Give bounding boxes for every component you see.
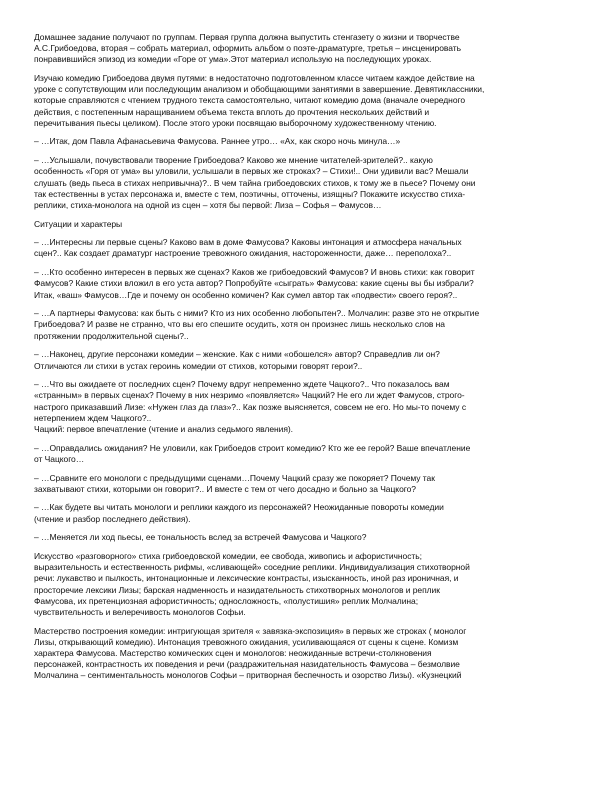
paragraph-verse-art: Искусство «разговорного» стиха грибоедовской комедии, ее свобода, живопись и афористичность; выразительность и естественность рифмы, «сливающей» соседние реплики. Индивидуализация стихотворной речи: лукавство и пылкость, интонационные и лексические контрасты, изысканность, иной раз ироничная, и просторечие лексики Лизы; барская надменность и назидательность стихотворных монологов и реплик Фамусова, их претенциозная афористичность; односложность, «полустишия» реплик Молчалина; чувствительность и велеречивость монологов Софьи. <box>34 551 470 617</box>
paragraph-partners-molchalin: – …А партнеры Фамусова: как быть с ними? Кто из них особенно любопытен?.. Молчалин: разве это не открытие Грибоедова? И разве не странно, что вы его спешите осудить, хотя он произнес лишь несколько слов на протяжении продолжительной сцены?.. <box>34 308 480 341</box>
paragraph-chatsky-first-impression: Чацкий: первое впечатление (чтение и анализ седьмого явления). <box>34 423 293 434</box>
paragraph-compare-monologues: – …Сравните его монологи с предыдущими сценами…Почему Чацкий сразу же покоряет? Почему так захватывают стихи, которыми он говорит?.. И вместе с тем от чего досадно и больно за Чацкого? <box>34 472 435 494</box>
paragraph-famusov-character: – …Кто особенно интересен в первых же сценах? Каков же грибоедовский Фамусов? И вновь стихи: как говорит Фамусов? Какие стихи вложил в его уста автор? Попробуйте «сыграть» Фамусова: какие сцены вы бы избрали? Итак, «ваш» Фамусов…Где и почему он особенно комичен? Как сумел автор так «подвести» своего героя?.. <box>34 267 475 300</box>
paragraph-comedy-construction: Мастерство построения комедии: интригующая зрителя « завязка-экспозиция» в первых же строках ( монолог Лизы, открывающий комедию). Интонация тревожного ожидания, усиливающаяся от сцены к сцене. Комизм характера Фамусова. Мастерство комических сцен и монологов: неожиданные встречи-столкновения персонажей, контрастность их поведения и речи (раздражительная назидательность Фамусова – безмолвие Молчалина – сентиментальность монологов Софьи – притворная беспечность и озорство Лизы). «Кузнецкий <box>34 625 467 681</box>
paragraph-first-scenes: – …Интересны ли первые сцены? Каково вам в доме Фамусова? Каковы интонация и атмосфера начальных сцен?.. Как создает драматург настроение тревожного ожидания, настороженности, даже… переполоха?.. <box>34 237 462 259</box>
paragraph-expectations: – …Оправдались ожидания? Не уловили, как Грибоедов строит комедию? Кто же ее герой? Ваше впечатление от Чацкого… <box>34 442 471 464</box>
paragraph-female-characters: – …Наконец, другие персонажи комедии – женские. Как с ними «обошелся» автор? Справедлив ли он? Отличаются ли стихи в устах героинь комедии от стихов, которыми говорят герои?.. <box>34 349 440 371</box>
paragraph-famusov-house: – …Итак, дом Павла Афанасьевича Фамусова. Раннее утро… «Ах, как скоро ночь минула…» <box>34 136 401 147</box>
paragraph-study-approach: Изучаю комедию Грибоедова двумя путями: в недостаточно подготовленном классе читаем каждое действие на уроке с сопутствующим или последующим анализом и обобщающими занятиями в завершение. Девятиклассники, которые справляются с чтением трудного текста самостоятельно, читают комедию дома (вначале очередного действия, с постепенным наращиванием объема текста вплоть до прочтения нескольких действий и перечитывания пьесы целиком). После этого уроки посвящаю выборочному художественному чтению. <box>34 73 485 128</box>
paragraph-homework: Домашнее задание получают по группам. Первая группа должна выпустить стенгазету о жизни и творчестве А.С.Грибоедова, вторая – собрать материал, оформить альбом о поэте-драматурге, третья – инсценировать понравившийся эпизод из комедии «Горе от ума».Этот материал использую на последующих уроках. <box>34 32 461 65</box>
section-heading-situations: Ситуации и характеры <box>34 218 123 229</box>
document-page <box>34 32 574 689</box>
paragraph-verse-questions: – …Услышали, почувствовали творение Грибоедова? Каково же мнение читателей-зрителей?.. какую особенность «Горя от ума» вы уловили, услышали в первых же строках? – Стихи!.. Они удивили вас? Мешали слушать (ведь пьеса в стихах непривычна)?.. В чем тайна грибоедовских стихов, к тому же в пьесе? Почему они так естественны в устах персонажа и, вместе с тем, поэтичны, отточены, изящны? Покажите искусство стиха- реплики, стиха-монолога на одной из сцен – хотя бы первой: Лиза – Софья – Фамусов… <box>34 155 476 210</box>
paragraph-reading-monologues: – …Как будете вы читать монологи и реплики каждого из персонажей? Неожиданные повороты комедии (чтение и разбор последнего действия). <box>34 502 444 524</box>
paragraph-waiting-chatsky: – …Что вы ожидаете от последних сцен? Почему вдруг непременно ждете Чацкого?.. Что показалось вам «странным» в первых сценах? Почему в них незримо «появляется» Чацкий? Не его ли ждет Фамусов, строго- настрого приказавший Лизе: «Нужен глаз да глаз»?.. Как позже выясняется, совсем не его. Но мы-то почему с нетерпением ждем Чацкого?.. <box>34 379 467 423</box>
paragraph-tonality: – …Меняется ли ход пьесы, ее тональность вслед за встречей Фамусова и Чацкого? <box>34 532 367 543</box>
